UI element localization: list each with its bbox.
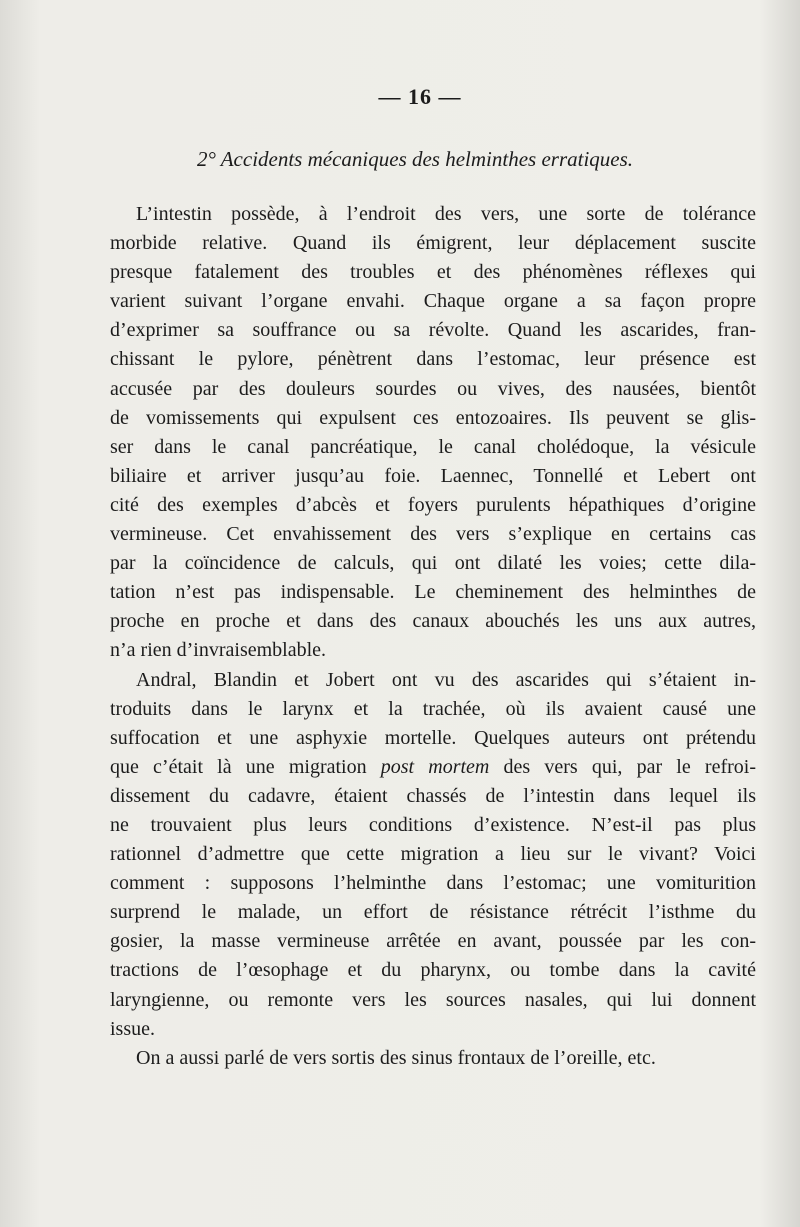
text-line: laryngienne, ou remonte vers les sources nasales, qui lui donnent — [110, 988, 756, 1011]
text-line: biliaire et arriver jusqu’au foie. Laennec, Tonnellé et Lebert ont — [110, 464, 756, 487]
text-line: de vomissements qui expulsent ces entozoaires. Ils peuvent se glis- — [110, 406, 756, 429]
body-text — [110, 200, 756, 1073]
text-line: accusée par des douleurs sourdes ou vives, des nausées, bientôt — [110, 377, 756, 400]
text-line: rationnel d’admettre que cette migration a lieu sur le vivant? Voici — [110, 843, 756, 866]
text-line: L’intestin possède, à l’endroit des vers, une sorte de tolérance — [136, 203, 756, 225]
italic-phrase: post mortem — [380, 755, 490, 778]
text-line: n’a rien d’invraisemblable. — [110, 639, 327, 662]
text-line: dissement du cadavre, étaient chassés de l’intestin dans lequel ils — [110, 784, 756, 807]
text-line: tation n’est pas indispensable. Le cheminement des helminthes de — [110, 581, 756, 604]
text-line: d’exprimer sa souffrance ou sa révolte. Quand les ascarides, fran- — [110, 319, 756, 342]
text-line-head: que c’était là une migration — [110, 755, 367, 778]
text-line: cité des exemples d’abcès et foyers purulents hépathiques d’origine — [110, 493, 756, 516]
section-heading: 2° Accidents mécaniques des helminthes erratiques. — [196, 147, 634, 171]
text-line: issue. — [110, 1017, 155, 1040]
text-line: ser dans le canal pancréatique, le canal cholédoque, la vésicule — [110, 435, 756, 458]
text-line: gosier, la masse vermineuse arrêtée en avant, poussée par les con- — [110, 930, 756, 953]
text-line: chissant le pylore, pénètrent dans l’estomac, leur présence est — [110, 348, 756, 371]
text-line-tail: des vers qui, par le refroi- — [489, 755, 756, 778]
text-line: varient suivant l’organe envahi. Chaque organe a sa façon propre — [110, 290, 756, 313]
text-line: presque fatalement des troubles et des phénomènes réflexes qui — [110, 261, 756, 284]
text-line: morbide relative. Quand ils émigrent, leur déplacement suscite — [110, 232, 756, 255]
text-line: tractions de l’œsophage et du pharynx, ou tombe dans la cavité — [110, 959, 756, 982]
text-line: ne trouvaient plus leurs conditions d’existence. N’est-il pas plus — [110, 813, 756, 836]
text-line: suffocation et une asphyxie mortelle. Quelques auteurs ont prétendu — [110, 726, 756, 749]
text-line: Andral, Blandin et Jobert ont vu des ascarides qui s’étaient in- — [136, 668, 756, 691]
text-line — [110, 753, 756, 782]
page-number: — 16 — — [378, 84, 462, 109]
text-line: proche en proche et dans des canaux abouchés les uns aux autres, — [110, 610, 756, 633]
text-line: comment : supposons l’helminthe dans l’estomac; une vomiturition — [110, 872, 756, 895]
text-line: par la coïncidence de calculs, qui ont dilaté les voies; cette dila- — [110, 552, 756, 575]
text-line: troduits dans le larynx et la trachée, où ils avaient causé une — [110, 697, 756, 720]
text-line: surprend le malade, un effort de résistance rétrécit l’isthme du — [110, 901, 756, 924]
text-line: vermineuse. Cet envahissement des vers s’explique en certains cas — [110, 523, 756, 546]
text-line: On a aussi parlé de vers sortis des sinus frontaux de l’oreille, etc. — [136, 1046, 656, 1069]
